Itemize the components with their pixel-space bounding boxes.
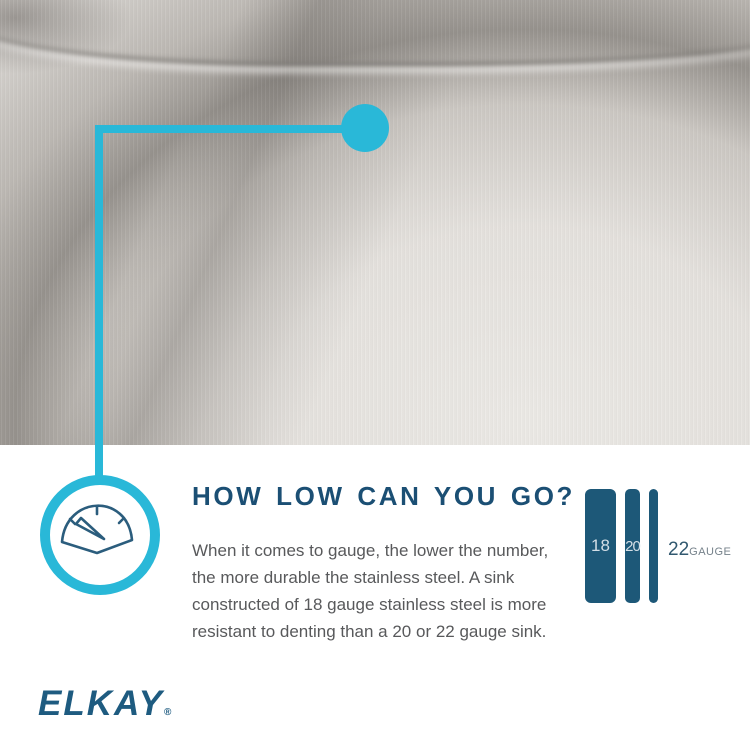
registered-trademark-icon: ® — [164, 707, 172, 718]
body-line: the more durable the stainless steel. A sink — [192, 568, 515, 587]
callout-horizontal-line — [95, 125, 366, 133]
body-line: resistant to denting than a 20 or 22 gauge sink. — [192, 622, 547, 641]
gauge-caption — [668, 539, 731, 561]
speedometer-gauge-icon — [50, 485, 150, 585]
gauge-badge-circle — [40, 475, 160, 595]
section-heading: HOW LOW CAN YOU GO? — [192, 481, 576, 511]
gauge-bar-22 — [649, 489, 658, 603]
gauge-unit-label: GAUGE — [689, 546, 732, 558]
sink-rim-shadow-line — [0, 0, 750, 66]
elkay-logo-text: ELKAY — [38, 684, 165, 723]
body-line: constructed of 18 gauge stainless steel is more — [192, 595, 547, 614]
gauge-bar-20-label: 20 — [625, 537, 640, 555]
gauge-bar-20 — [625, 489, 640, 603]
gauge-bar-18-label: 18 — [591, 536, 610, 555]
section-body — [192, 537, 548, 645]
body-line: When it comes to gauge, the lower the number, — [192, 541, 549, 560]
gauge-comparison-bars — [585, 489, 658, 603]
gauge-bar-18 — [585, 489, 616, 603]
callout-point-dot — [341, 104, 389, 152]
elkay-logo — [38, 684, 171, 724]
callout-vertical-line — [95, 125, 103, 487]
gauge-bar-22-label: 22 — [668, 539, 690, 560]
